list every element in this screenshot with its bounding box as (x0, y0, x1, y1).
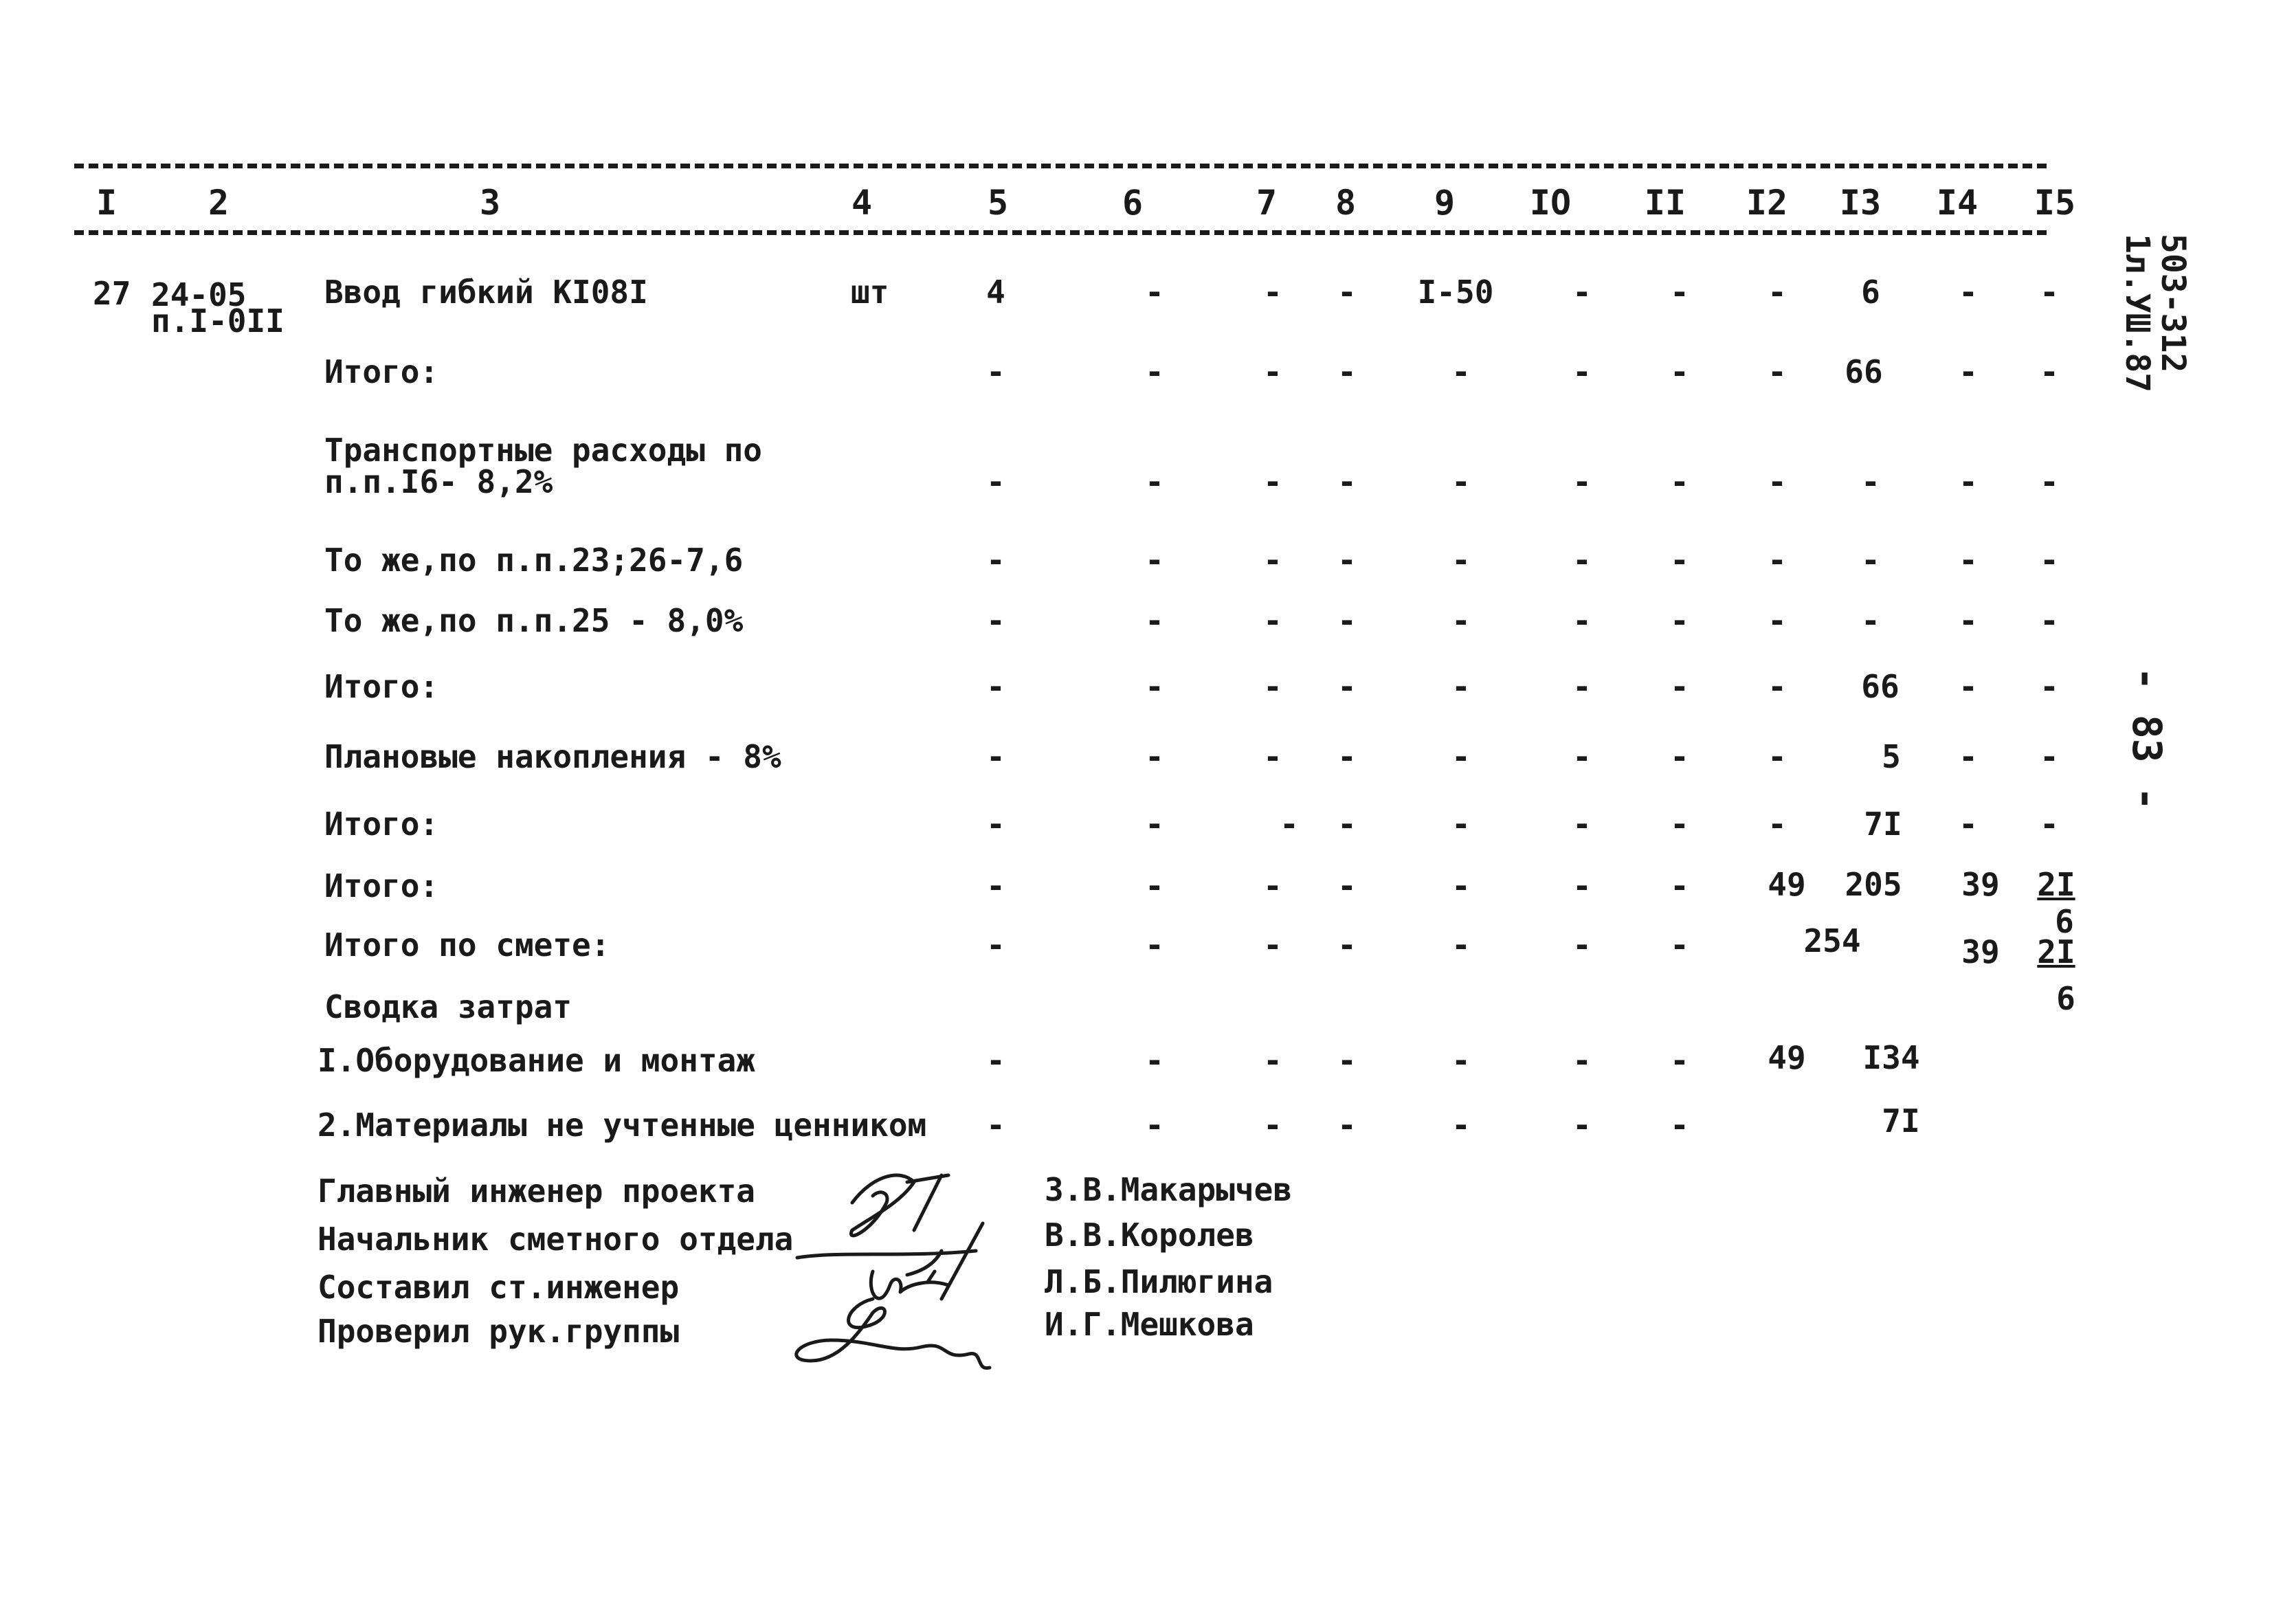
signatory-name: З.В.Макарычев (1045, 1171, 1293, 1208)
cell-6: - (1145, 602, 1164, 639)
cell-5: - (986, 738, 1005, 775)
cell-9: - (1451, 926, 1471, 964)
item-name: Итого: (324, 867, 439, 904)
cell-5: - (986, 1042, 1005, 1079)
header-bottom-rule (74, 230, 2047, 235)
signatory-name: И.Г.Мешкова (1045, 1306, 1254, 1343)
cell-6: - (1145, 738, 1164, 775)
col-header-15: I5 (2034, 183, 2076, 223)
cell-9: - (1451, 805, 1471, 843)
cell-8: - (1337, 602, 1357, 639)
cell-12: - (1768, 805, 1787, 843)
cell-11: - (1670, 738, 1689, 775)
col-header-9: 9 (1434, 183, 1456, 223)
col-header-12: I2 (1746, 183, 1788, 223)
cell-14: - (1959, 805, 1978, 843)
cell-7: - (1263, 926, 1282, 964)
cell-9: - (1451, 867, 1471, 904)
signature-role: Главный инженер проекта (318, 1172, 755, 1210)
cell-12: - (1768, 738, 1787, 775)
item-name: Итого: (324, 353, 439, 390)
cell-9: - (1451, 1106, 1471, 1144)
cell-14: 39 (1961, 933, 2000, 970)
cell-12: 49 (1768, 1039, 1806, 1076)
cell-11: - (1670, 926, 1689, 964)
cell-9: - (1451, 668, 1471, 705)
cell-15-sub: 6 (2056, 980, 2075, 1017)
cell-11: - (1670, 668, 1689, 705)
cell-8: - (1337, 867, 1357, 904)
cell-13: I34 (1862, 1039, 1920, 1076)
signatory-name: Л.Б.Пилюгина (1045, 1263, 1273, 1300)
cell-15: 2I (2037, 866, 2075, 903)
cell-7: - (1263, 738, 1282, 775)
cell-12: - (1768, 274, 1787, 311)
item-name: Итого: (324, 668, 439, 705)
cell-10: - (1572, 463, 1592, 500)
col-header-1: I (96, 183, 118, 223)
document-code-line2: 1л.УШ.87 (2118, 234, 2157, 393)
cell-9: - (1451, 463, 1471, 500)
cell-10: - (1572, 1042, 1592, 1079)
cell-12: 49 (1768, 866, 1806, 903)
col-header-10: IO (1529, 183, 1572, 223)
cell-5: - (986, 353, 1005, 390)
cell-12: - (1768, 602, 1787, 639)
cell-8: - (1337, 738, 1357, 775)
cell-13: - (1861, 542, 1880, 579)
col-header-13: I3 (1839, 183, 1882, 223)
cell-6: - (1145, 926, 1164, 964)
col-header-5: 5 (987, 183, 1009, 223)
cell-13: - (1861, 602, 1880, 639)
cell-7: - (1263, 542, 1282, 579)
cell-10: - (1572, 738, 1592, 775)
cell-10: - (1572, 602, 1592, 639)
row-number: 27 (93, 275, 131, 312)
cell-13: 66 (1845, 353, 1883, 390)
col-header-8: 8 (1335, 183, 1357, 223)
cell-12: - (1768, 542, 1787, 579)
cell-13: 66 (1861, 668, 1900, 705)
cell-7: - (1263, 668, 1282, 705)
cell-9: - (1451, 542, 1471, 579)
cell-6: - (1145, 274, 1164, 311)
col-header-14: I4 (1936, 183, 1979, 223)
cell-14: - (1959, 668, 1978, 705)
item-name: Транспортные расходы по (324, 432, 762, 469)
col-header-3: 3 (479, 183, 501, 223)
handwritten-signatures (770, 1155, 1045, 1388)
cell-15: - (2040, 274, 2059, 311)
cell-11: - (1670, 1042, 1689, 1079)
cell-7: - (1263, 867, 1282, 904)
cell-13: 7I (1882, 1102, 1920, 1139)
cell-14: - (1959, 274, 1978, 311)
cell-5: - (986, 805, 1005, 843)
cell-8: - (1337, 805, 1357, 843)
cell-7: - (1263, 1106, 1282, 1144)
cell-9: - (1451, 738, 1471, 775)
cell-12: - (1768, 668, 1787, 705)
item-name: I.Оборудование и монтаж (318, 1042, 755, 1079)
price-item: п.I-0II (151, 302, 285, 340)
cell-8: - (1337, 353, 1357, 390)
cell-10: - (1572, 668, 1592, 705)
cell-13: - (1861, 463, 1880, 500)
cell-5: 4 (986, 274, 1005, 311)
cell-11: - (1670, 867, 1689, 904)
section-title: Сводка затрат (324, 988, 572, 1025)
item-name: То же,по п.п.25 - 8,0% (324, 602, 744, 639)
cell-11: - (1670, 805, 1689, 843)
cell-8: - (1337, 1042, 1357, 1079)
cell-11: - (1670, 1106, 1689, 1144)
document-code (2119, 234, 2191, 392)
cell-8: - (1337, 926, 1357, 964)
col-header-2: 2 (208, 183, 230, 223)
cell-15: - (2040, 602, 2059, 639)
cell-15: - (2040, 463, 2059, 500)
cell-7: - (1263, 1042, 1282, 1079)
cell-6: - (1145, 542, 1164, 579)
cell-10: - (1572, 1106, 1592, 1144)
cell-10: - (1572, 274, 1592, 311)
cell-6: - (1145, 867, 1164, 904)
cell-9: I-50 (1417, 274, 1494, 311)
cell-12: - (1768, 353, 1787, 390)
cell-7: - (1263, 274, 1282, 311)
cell-12: - (1768, 463, 1787, 500)
cell-6: - (1145, 1106, 1164, 1144)
cell-5: - (986, 668, 1005, 705)
cell-14: - (1959, 542, 1978, 579)
cell-15: - (2040, 542, 2059, 579)
cell-11: - (1670, 274, 1689, 311)
cell-6: - (1145, 1042, 1164, 1079)
cell-7: - (1263, 353, 1282, 390)
item-name: 2.Материалы не учтенные ценником (318, 1106, 927, 1144)
cell-13: 7I (1864, 805, 1902, 843)
cell-10: - (1572, 867, 1592, 904)
cell-8: - (1337, 274, 1357, 311)
cell-9: - (1451, 353, 1471, 390)
cell-8: - (1337, 542, 1357, 579)
cell-12-13: 254 (1803, 922, 1861, 959)
col-header-11: II (1644, 183, 1686, 223)
cell-5: - (986, 867, 1005, 904)
col-header-7: 7 (1256, 183, 1278, 223)
cell-7: - (1263, 463, 1282, 500)
cell-5: - (986, 463, 1005, 500)
cell-11: - (1670, 542, 1689, 579)
cell-11: - (1670, 602, 1689, 639)
cell-6: - (1145, 668, 1164, 705)
page-number: - 83 - (2124, 667, 2170, 811)
cell-9: - (1451, 1042, 1471, 1079)
cell-11: - (1670, 353, 1689, 390)
cell-10: - (1572, 542, 1592, 579)
cell-5: - (986, 542, 1005, 579)
cell-5: - (986, 1106, 1005, 1144)
cell-6: - (1145, 805, 1164, 843)
item-name: Плановые накопления - 8% (324, 738, 781, 775)
cell-14: - (1959, 602, 1978, 639)
cell-5: - (986, 926, 1005, 964)
header-top-rule (74, 164, 2047, 168)
cell-7: - (1263, 602, 1282, 639)
signature-role: Начальник сметного отдела (318, 1221, 794, 1258)
item-name: Итого: (324, 805, 439, 843)
cell-13: 5 (1882, 738, 1901, 775)
unit: шт (851, 274, 889, 311)
item-name-continued: п.п.I6- 8,2% (324, 463, 553, 500)
cell-13: 6 (1861, 274, 1880, 311)
cell-8: - (1337, 668, 1357, 705)
cell-11: - (1670, 463, 1689, 500)
cell-7: - (1280, 805, 1299, 843)
signature-role: Проверил рук.группы (318, 1313, 680, 1350)
cell-15: - (2040, 668, 2059, 705)
signature-role: Составил ст.инженер (318, 1269, 680, 1306)
cell-15-sub: 6 (2055, 903, 2074, 940)
cell-14: - (1959, 463, 1978, 500)
cell-10: - (1572, 353, 1592, 390)
cell-15: - (2040, 805, 2059, 843)
cell-10: - (1572, 926, 1592, 964)
signatory-name: В.В.Королев (1045, 1216, 1254, 1254)
col-header-4: 4 (851, 183, 873, 223)
cell-6: - (1145, 463, 1164, 500)
cell-9: - (1451, 602, 1471, 639)
cell-6: - (1145, 353, 1164, 390)
cell-8: - (1337, 463, 1357, 500)
price-code: 24-05 (151, 276, 247, 313)
cell-15: - (2040, 353, 2059, 390)
cell-14: 39 (1961, 866, 2000, 903)
col-header-6: 6 (1122, 183, 1144, 223)
item-name: Итого по смете: (324, 926, 610, 964)
item-name: То же,по п.п.23;26-7,6 (324, 542, 744, 579)
cell-10: - (1572, 805, 1592, 843)
cell-15: - (2040, 738, 2059, 775)
cell-14: - (1959, 353, 1978, 390)
document-code-line1: 503-312 (2154, 234, 2192, 373)
cell-8: - (1337, 1106, 1357, 1144)
cell-5: - (986, 602, 1005, 639)
cell-13: 205 (1845, 866, 1902, 903)
item-name: Ввод гибкий КI08I (324, 274, 648, 311)
cell-15: 2I (2037, 933, 2075, 970)
cell-14: - (1959, 738, 1978, 775)
